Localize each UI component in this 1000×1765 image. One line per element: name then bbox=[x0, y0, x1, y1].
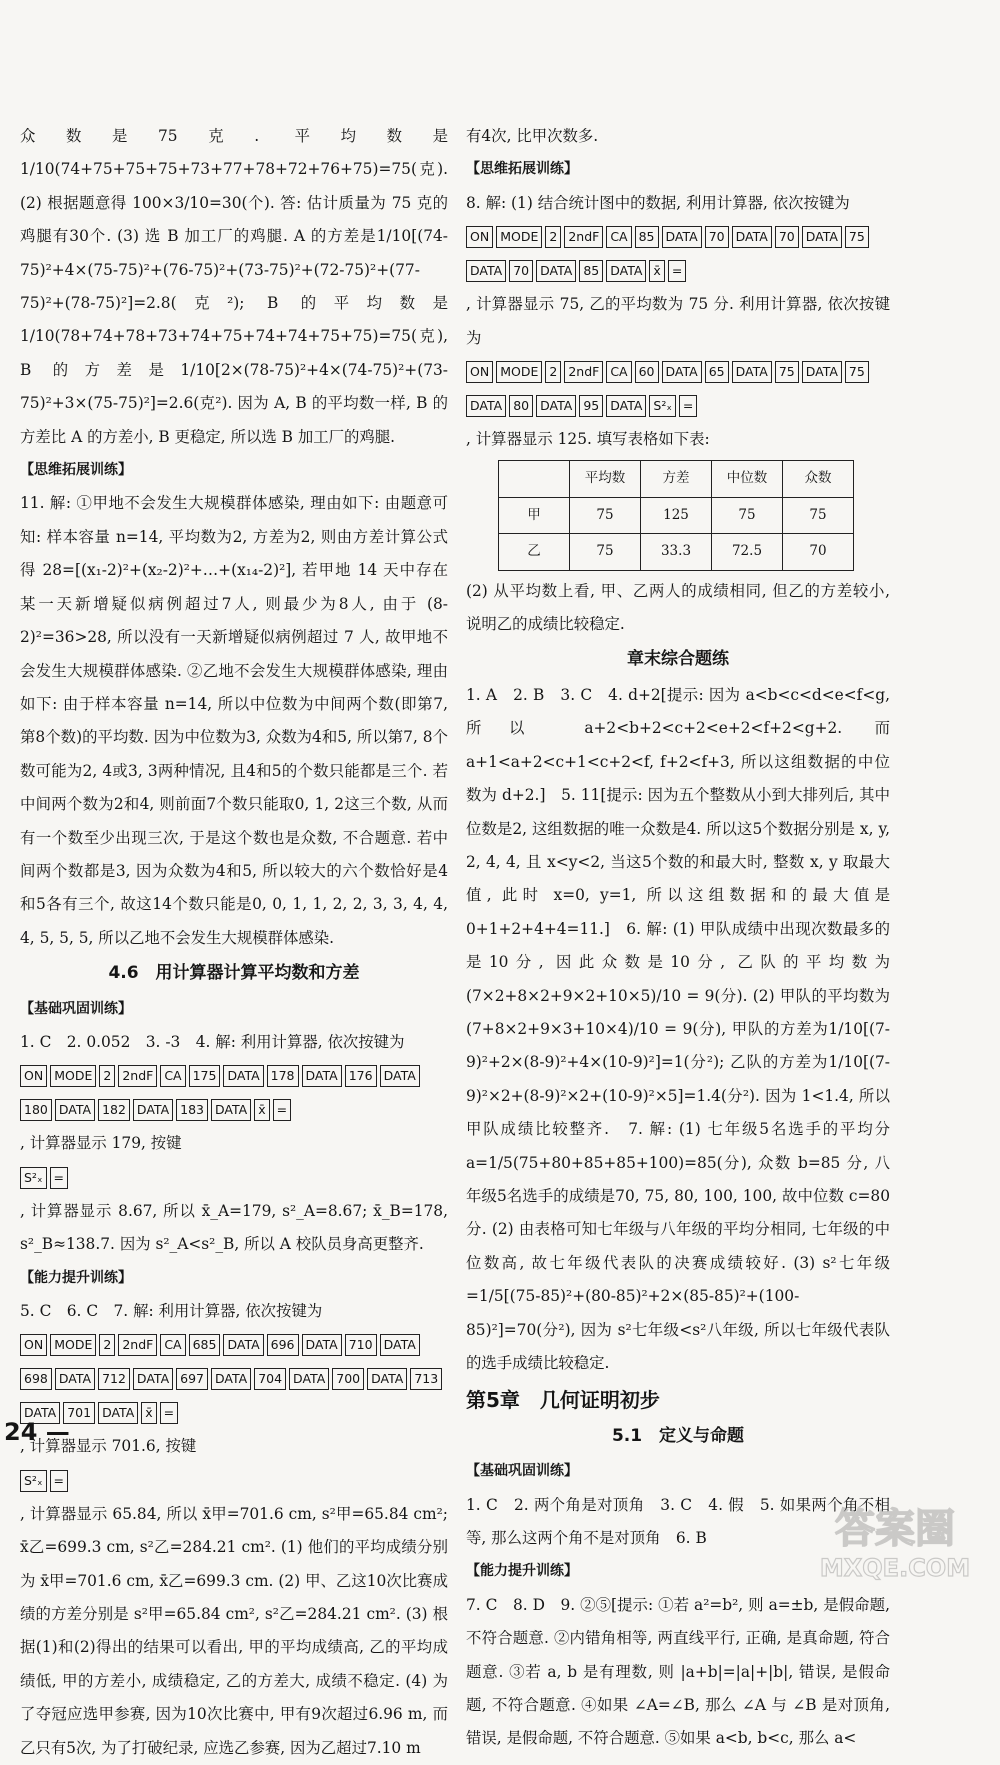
subheading-thinking: 【思维拓展训练】 bbox=[20, 462, 132, 479]
score-table bbox=[498, 460, 854, 570]
calculator-key: 704 bbox=[254, 1368, 286, 1390]
table-header-cell: 平均数 bbox=[570, 461, 641, 497]
calculator-key: 70 bbox=[775, 226, 799, 248]
calculator-key: CA bbox=[160, 1065, 185, 1087]
calculator-key: 2ndF bbox=[118, 1065, 157, 1087]
table-cell: 70 bbox=[783, 534, 854, 570]
calculator-key: x̄ bbox=[254, 1099, 269, 1121]
calculator-key: DATA bbox=[466, 260, 506, 282]
calculator-key: 176 bbox=[345, 1065, 377, 1087]
section-title-4-6: 4.6 用计算器计算平均数和方差 bbox=[108, 963, 360, 984]
calculator-key: 75 bbox=[845, 226, 869, 248]
calculator-key-sequence bbox=[466, 355, 890, 423]
calculator-key-sequence bbox=[20, 1161, 448, 1195]
calculator-key: S²ₓ bbox=[649, 395, 676, 417]
calculator-key: = bbox=[160, 1402, 178, 1424]
subheading-basic: 【基础巩固训练】 bbox=[20, 1000, 132, 1017]
calculator-key: DATA bbox=[55, 1368, 95, 1390]
table-cell: 33.3 bbox=[641, 534, 712, 570]
answer-paragraph: , 计算器显示 125. 填写表格如下表: bbox=[466, 430, 710, 449]
calculator-key: 2ndF bbox=[118, 1334, 157, 1356]
calculator-key: 685 bbox=[189, 1334, 221, 1356]
table-cell: 75 bbox=[570, 534, 641, 570]
calculator-key: MODE bbox=[496, 361, 542, 383]
calculator-key: DATA bbox=[211, 1368, 251, 1390]
table-cell: 75 bbox=[783, 497, 854, 533]
calculator-key: DATA bbox=[133, 1099, 173, 1121]
table-row bbox=[499, 534, 854, 570]
calculator-key: 2ndF bbox=[564, 226, 603, 248]
calculator-key: 182 bbox=[98, 1099, 130, 1121]
calculator-key: ON bbox=[466, 226, 493, 248]
calculator-key: DATA bbox=[211, 1099, 251, 1121]
calculator-key: 75 bbox=[775, 361, 799, 383]
calculator-key: DATA bbox=[223, 1065, 263, 1087]
section-title-chapter-review: 章末综合题练 bbox=[627, 649, 729, 670]
calculator-key: 2 bbox=[545, 226, 561, 248]
calculator-key: 65 bbox=[705, 361, 729, 383]
watermark-text: 答案圈 bbox=[835, 1506, 955, 1552]
left-column bbox=[20, 120, 448, 1765]
calculator-key: 60 bbox=[635, 361, 659, 383]
calculator-key: 183 bbox=[176, 1099, 208, 1121]
calculator-key: DATA bbox=[536, 260, 576, 282]
calculator-key: 80 bbox=[509, 395, 533, 417]
calculator-key: DATA bbox=[55, 1099, 95, 1121]
table-header-row bbox=[499, 461, 854, 497]
calculator-key-sequence bbox=[20, 1328, 448, 1430]
answer-paragraph: 11. 解: ①甲地不会发生大规模群体感染, 理由如下: 由题意可知: 样本容量 n=14, 平均数为2, 方差为2, 则由方差计算公式得 28=[(x₁-2)²+(x₂-2)²+…+(x₁₄-2)²], 若甲地 14 天中存在某一天新增疑似病例超过7人, 则最少为8人, 由于 (8-2)²=36>28, 所以没有一天新增疑似病例超过 7 人, 故甲地不会发生大规模群体感染. ②乙地不会发生大规模群体感染, 理由如下: 由于样本容量 n=14, 所以中位数为中间两个数(即第7, 第8个数)的平均数. 因为中位数为3, 众数为4和5, 所以第7, 8个数可能为2, 4或3, 3两种情况, 且4和5的个数只能都是三个. 若中间两个数为2和4, 则前面7个数只能取0, 1, 2这三个数, 从而有一个数至少出现三次, 于是这个数也是众数, 不合题意. 若中间两个数都是3, 因为众数为4和5, 所以较大的六个数恰好是4和5各有三个, 故这14个数只能是0, 0, 1, 1, 2, 2, 3, 3, 4, 4, 4, 5, 5, 5, 所以乙地不会发生大规模群体感染. bbox=[20, 494, 448, 947]
calculator-key: 713 bbox=[410, 1368, 442, 1390]
calculator-key: MODE bbox=[50, 1334, 96, 1356]
calculator-key: DATA bbox=[802, 226, 842, 248]
calculator-key: 701 bbox=[63, 1402, 95, 1424]
calculator-key: = bbox=[679, 395, 697, 417]
calculator-key: 698 bbox=[20, 1368, 52, 1390]
watermark-logo bbox=[810, 1490, 980, 1586]
calculator-key: 2 bbox=[545, 361, 561, 383]
answer-paragraph: , 计算器显示 65.84, 所以 x̄甲=701.6 cm, s²甲=65.84 cm²; x̄乙=699.3 cm, s²乙=284.21 cm². (1) 他们的平均成绩分别为 x̄甲=701.6 cm, x̄乙=699.3 cm. (2) 甲、乙这10次比赛成绩的方差分别是 s²甲=65.84 cm², s²乙=284.21 cm². (3) 根据(1)和(2)得出的结果可以看出, 甲的平均成绩高, 乙的平均成绩低, 甲的方差小, 成绩稳定, 乙的方差大, 成绩不稳定. (4) 为了夺冠应选甲参赛, 因为10次比赛中, 甲有9次超过6.96 m, 而乙只有5次, 为了打破纪录, 应选乙参赛, 因为乙超过7.10 m bbox=[20, 1504, 448, 1757]
calculator-key: DATA bbox=[20, 1402, 60, 1424]
calculator-key: DATA bbox=[662, 226, 702, 248]
calculator-key: 710 bbox=[345, 1334, 377, 1356]
calculator-key: x̄ bbox=[141, 1402, 156, 1424]
calculator-key: DATA bbox=[606, 260, 646, 282]
answer-paragraph: 7. C 8. D 9. ②⑤[提示: ①若 a²=b², 则 a=±b, 是假命题, 不符合题意. ②内错角相等, 两直线平行, 正确, 是真命题, 符合题意. ③若 a, b 是有理数, 则 |a+b|=|a|+|b|, 错误, 是假命题, 不符合题意. ④如果 ∠A=∠B, 那么 ∠A 与 ∠B 是对顶角, 错误, 是假命题, 不符合题意. ⑤如果 a<b, b<c, 那么 a< bbox=[466, 1595, 890, 1748]
page-number: 24 — bbox=[4, 1418, 70, 1446]
calculator-key: DATA bbox=[802, 361, 842, 383]
table-header-cell: 众数 bbox=[783, 461, 854, 497]
calculator-key: DATA bbox=[223, 1334, 263, 1356]
answer-paragraph: 众数是75克. 平均数是1/10(74+75+75+75+73+77+78+72+76+75)=75(克). (2) 根据题意得 100×3/10=30(个). 答: 估计质量为 75 克的鸡腿有30个. (3) 选 B 加工厂的鸡腿. A 的方差是1/10[(74-75)²+4×(75-75)²+(76-75)²+(73-75)²+(72-75)²+(77-75)²+(78-75)²]=2.8(克²); B 的平均数是1/10(78+74+78+73+74+75+74+74+75+75)=75(克), B 的方差是1/10[2×(78-75)²+4×(74-75)²+(73-75)²+3×(75-75)²]=2.6(克²). 因为 A, B 的平均数一样, B 的方差比 A 的方差小, B 更稳定, 所以选 B 加工厂的鸡腿. bbox=[20, 127, 448, 446]
answer-paragraph: 1. C 2. 两个角是对顶角 3. C 4. 假 5. 如果两个角不相等, 那么这两个角不是对顶角 6. B bbox=[466, 1495, 890, 1548]
calculator-key: DATA bbox=[289, 1368, 329, 1390]
table-cell: 75 bbox=[570, 497, 641, 533]
subheading-ability: 【能力提升训练】 bbox=[20, 1269, 132, 1286]
subheading-basic: 【基础巩固训练】 bbox=[466, 1463, 578, 1480]
calculator-key: = bbox=[50, 1167, 68, 1189]
table-cell: 72.5 bbox=[712, 534, 783, 570]
calculator-key: 178 bbox=[267, 1065, 299, 1087]
chapter-title: 第5章 几何证明初步 bbox=[466, 1388, 660, 1413]
calculator-key: MODE bbox=[50, 1065, 96, 1087]
table-header-cell: 方差 bbox=[641, 461, 712, 497]
answer-paragraph: 有4次, 比甲次数多. bbox=[466, 127, 599, 145]
calculator-key: 712 bbox=[98, 1368, 130, 1390]
calculator-key: DATA bbox=[732, 361, 772, 383]
calculator-key: DATA bbox=[380, 1065, 420, 1087]
calculator-key: S²ₓ bbox=[20, 1470, 47, 1492]
answer-paragraph: 8. 解: (1) 结合统计图中的数据, 利用计算器, 依次按键为 bbox=[466, 193, 850, 212]
calculator-key: 697 bbox=[176, 1368, 208, 1390]
calculator-key: CA bbox=[606, 226, 631, 248]
calculator-key: 85 bbox=[579, 260, 603, 282]
calculator-key: ON bbox=[20, 1334, 47, 1356]
calculator-key: 175 bbox=[189, 1065, 221, 1087]
calculator-key: 85 bbox=[635, 226, 659, 248]
calculator-key: = bbox=[50, 1470, 68, 1492]
section-title-5-1: 5.1 定义与命题 bbox=[611, 1425, 745, 1446]
calculator-key: DATA bbox=[302, 1065, 342, 1087]
answer-paragraph: , 计算器显示 75, 乙的平均数为 75 分. 利用计算器, 依次按键为 bbox=[466, 295, 890, 347]
subheading-thinking: 【思维拓展训练】 bbox=[466, 161, 578, 178]
table-cell: 125 bbox=[641, 497, 712, 533]
table-row bbox=[499, 497, 854, 533]
calculator-key-sequence bbox=[20, 1464, 448, 1498]
calculator-key: MODE bbox=[496, 226, 542, 248]
answer-paragraph: , 计算器显示 8.67, 所以 x̄_A=179, s²_A=8.67; x̄_B=178, s²_B≈138.7. 因为 s²_A<s²_B, 所以 A 校队员身高更整齐. bbox=[20, 1201, 448, 1254]
calculator-key: S²ₓ bbox=[20, 1167, 47, 1189]
calculator-key-sequence bbox=[20, 1059, 448, 1127]
calculator-key-sequence bbox=[466, 220, 890, 288]
answer-paragraph: , 计算器显示 701.6, 按键 bbox=[20, 1437, 197, 1456]
calculator-key: x̄ bbox=[649, 260, 664, 282]
answer-paragraph: 1. A 2. B 3. C 4. d+2[提示: 因为 a<b<c<d<e<f<g, 所以 a+2<b+2<c+2<e+2<f+2<g+2. 而 a+1<a+2<c+1<c+2<f, f+2<f+3, 所以这组数据的中位数为 d+2.] 5. 11[提示: 因为五个整数从小到大排列后, 其中位数是2, 这组数据的唯一众数是4. 所以这5个数据分别是 x, y, 2, 4, 4, 且 x<y<2, 当这5个数的和最大时, 整数 x, y 取最大值, 此时 x=0, y=1, 所以这组数据和的最大值是 0+1+2+4+4=11.] 6. 解: (1) 甲队成绩中出现次数最多的是10分, 因此众数是10分, 乙队的平均数为 (7×2+8×2+9×2+10×5)/10 = 9(分). (2) 甲队的平均数为 (7+8×2+9×3+10×4)/10 = 9(分), 甲队的方差为1/10[(7-9)²+2×(8-9)²+4×(10-9)²]=1(分²); 乙队的方差为1/10[(7-9)²×2+(8-9)²×2+(10-9)²×5]=1.4(分²). 因为 1<1.4, 所以甲队成绩比较整齐. 7. 解: (1) 七年级5名选手的平均分 a=1/5(75+80+85+85+100)=85(分), 众数 b=85 分, 八年级5名选手的成绩是70, 75, 80, 100, 100, 故中位数 c=80 分. (2) 由表格可知七年级与八年级的平均分相同, 七年级的中位数高, 故七年级代表队的决赛成绩较好. (3) s²七年级=1/5[(75-85)²+(80-85)²+2×(85-85)²+(100-85)²]=70(分²), 因为 s²七年级<s²八年级, 所以七年级代表队的选手成绩比较稳定. bbox=[466, 685, 890, 1372]
calculator-key: = bbox=[273, 1099, 291, 1121]
calculator-key: 2ndF bbox=[564, 361, 603, 383]
calculator-key: ON bbox=[20, 1065, 47, 1087]
table-cell: 75 bbox=[712, 497, 783, 533]
calculator-key: DATA bbox=[466, 395, 506, 417]
calculator-key: 2 bbox=[99, 1065, 115, 1087]
calculator-key: DATA bbox=[302, 1334, 342, 1356]
calculator-key: CA bbox=[606, 361, 631, 383]
table-header-cell: 中位数 bbox=[712, 461, 783, 497]
calculator-key: DATA bbox=[606, 395, 646, 417]
calculator-key: 95 bbox=[579, 395, 603, 417]
calculator-key: 70 bbox=[705, 226, 729, 248]
calculator-key: DATA bbox=[536, 395, 576, 417]
calculator-key: DATA bbox=[367, 1368, 407, 1390]
calculator-key: 75 bbox=[845, 361, 869, 383]
calculator-key: 696 bbox=[267, 1334, 299, 1356]
calculator-key: DATA bbox=[662, 361, 702, 383]
calculator-key: DATA bbox=[98, 1402, 138, 1424]
calculator-key: DATA bbox=[380, 1334, 420, 1356]
calculator-key: DATA bbox=[732, 226, 772, 248]
calculator-key: CA bbox=[160, 1334, 185, 1356]
table-cell: 甲 bbox=[499, 497, 570, 533]
calculator-key: = bbox=[668, 260, 686, 282]
calculator-key: ON bbox=[466, 361, 493, 383]
watermark-url: MXQE.COM bbox=[819, 1554, 971, 1582]
answer-paragraph: (2) 从平均数上看, 甲、乙两人的成绩相同, 但乙的方差较小, 说明乙的成绩比较稳定. bbox=[466, 581, 890, 634]
calculator-key: 2 bbox=[99, 1334, 115, 1356]
answer-paragraph: 1. C 2. 0.052 3. -3 4. 解: 利用计算器, 依次按键为 bbox=[20, 1032, 405, 1051]
answer-paragraph: , 计算器显示 179, 按键 bbox=[20, 1134, 182, 1153]
calculator-key: 70 bbox=[509, 260, 533, 282]
calculator-key: DATA bbox=[133, 1368, 173, 1390]
answer-paragraph: 5. C 6. C 7. 解: 利用计算器, 依次按键为 bbox=[20, 1302, 323, 1320]
calculator-key: 700 bbox=[332, 1368, 364, 1390]
subheading-ability: 【能力提升训练】 bbox=[466, 1563, 578, 1580]
table-header-cell bbox=[499, 461, 570, 497]
calculator-key: 180 bbox=[20, 1099, 52, 1121]
table-cell: 乙 bbox=[499, 534, 570, 570]
